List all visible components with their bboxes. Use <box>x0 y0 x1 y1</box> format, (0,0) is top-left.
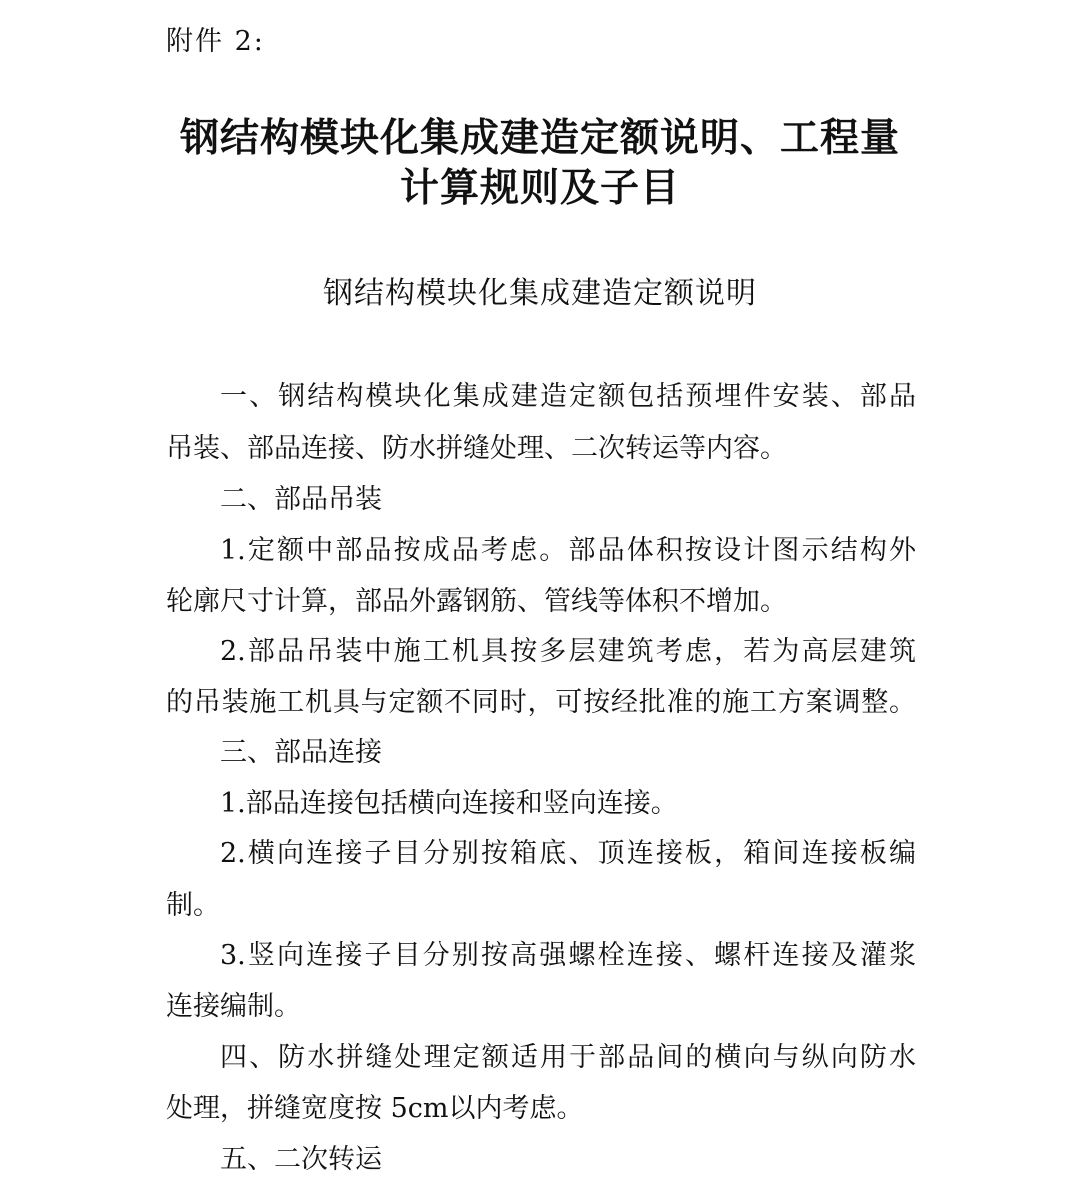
section-subtitle: 钢结构模块化集成建造定额说明 <box>323 276 757 311</box>
body-line: 轮廓尺寸计算，部品外露钢筋、管线等体积不增加。 <box>166 586 787 617</box>
body-line: 五、二次转运 <box>220 1144 382 1175</box>
document-title-line-1: 钢结构模块化集成建造定额说明、工程量 <box>179 116 900 161</box>
body-line: 三、部品连接 <box>220 737 382 768</box>
body-line: 处理，拼缝宽度按 5cm以内考虑。 <box>166 1093 584 1124</box>
document-title-line-2: 计算规则及子目 <box>399 166 680 211</box>
body-line: 的吊装施工机具与定额不同时，可按经批准的施工方案调整。 <box>166 687 916 718</box>
body-line: 2.横向连接子目分别按箱底、顶连接板，箱间连接板编 <box>220 838 916 869</box>
body-line: 连接编制。 <box>166 991 301 1022</box>
attachment-label: 附件 2: <box>166 26 265 57</box>
body-line: 1.定额中部品按成品考虑。部品体积按设计图示结构外 <box>220 535 916 566</box>
body-line: 一、钢结构模块化集成建造定额包括预埋件安装、部品 <box>220 381 916 412</box>
body-line: 2.部品吊装中施工机具按多层建筑考虑，若为高层建筑 <box>220 636 916 667</box>
body-line: 1.部品连接包括横向连接和竖向连接。 <box>220 788 678 819</box>
body-line: 吊装、部品连接、防水拼缝处理、二次转运等内容。 <box>166 433 787 464</box>
body-line: 3.竖向连接子目分别按高强螺栓连接、螺杆连接及灌浆 <box>220 940 916 971</box>
body-line: 二、部品吊装 <box>220 484 382 515</box>
body-line: 制。 <box>166 890 220 921</box>
body-line: 四、防水拼缝处理定额适用于部品间的横向与纵向防水 <box>220 1042 916 1073</box>
